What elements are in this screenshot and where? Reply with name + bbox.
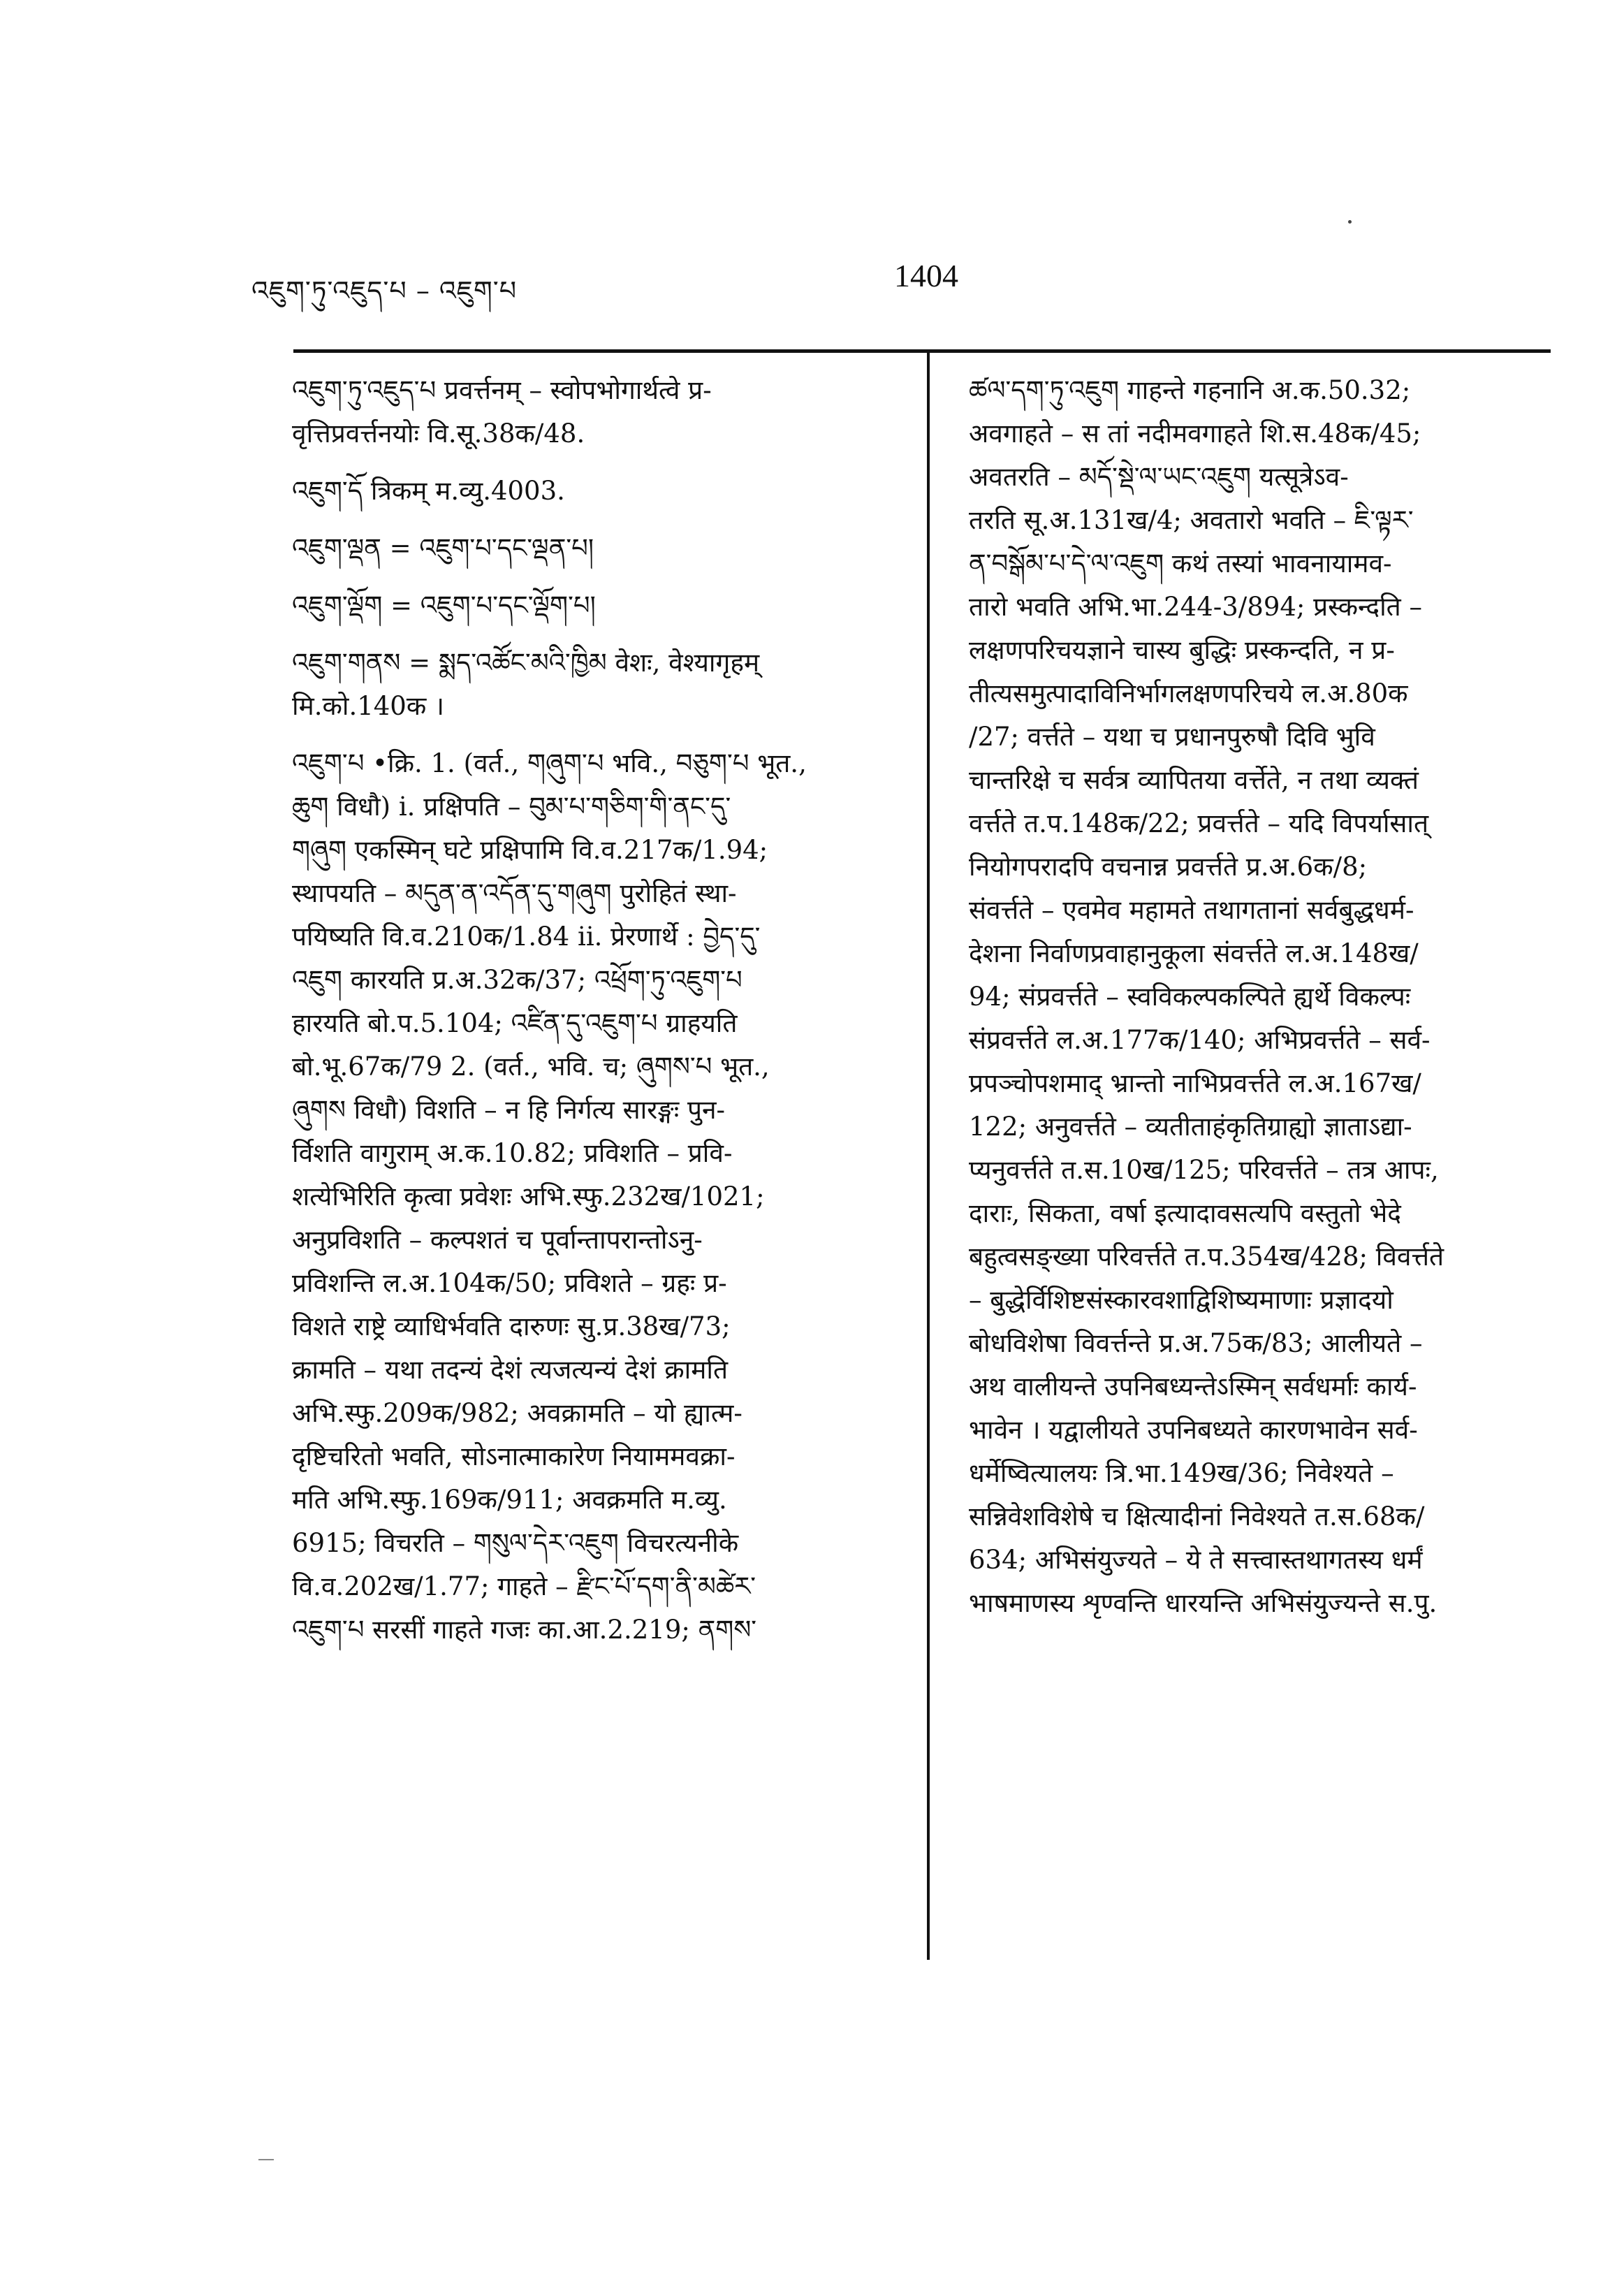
text-line: संवर्त्तते – एवमेव महामते तथागतानां सर्वबुद्धधर्म- [969,895,1414,925]
entry-gap [292,513,907,527]
text-line: འཇུག་དོ त्रिकम् म.व्यु.4003. [292,476,565,506]
text-line: ཚལ་དག་ཏུ་འཇུག गाहन्ते गहनानि अ.क.50.32; [969,375,1411,405]
text-line: प्रपञ्चोपशमाद् भ्रान्तो नाभिप्रवर्त्तते ल.अ.167ख/ [969,1068,1421,1098]
text-line: दृष्टिचरितो भवति, सोऽनात्माकारेण नियाममवक्रा- [292,1441,736,1471]
text-line: 94; संप्रवर्त्तते – स्वविकल्पकल्पिते ह्यर्थे विकल्पः [969,982,1411,1012]
text-line: 634; अभिसंयुज्यते – ये ते सत्त्वास्तथागतस्य धर्मं [969,1545,1423,1575]
text-line: प्रविशन्ति ल.अ.104क/50; प्रविशते – ग्रहः प्र- [292,1268,727,1298]
text-line: – बुद्धेर्विशिष्टसंस्कारवशाद्विशिष्यमाणाः प्रज्ञादयो [969,1285,1393,1315]
text-line: शत्येभिरिति कृत्वा प्रवेशः अभि.स्फु.232ख/1021; [292,1181,765,1212]
text-line: धर्मेष्वित्यालयः त्रि.भा.149ख/36; निवेश्यते – [969,1458,1394,1488]
text-line: वृत्तिप्रवर्त्तनयोः वि.सू.38क/48. [292,419,585,449]
text-line: तरति सू.अ.131ख/4; अवतारो भवति – ཇི་ལྟར་ [969,505,1414,535]
text-line: भाषमाणस्य शृण्वन्ति धारयन्ति अभिसंयुज्यन्ते स.पु. [969,1588,1438,1618]
text-line: वर्त्तते त.प.148क/22; प्रवर्त्तते – यदि विपर्यासात् [969,808,1429,838]
text-line: གཞུག एकस्मिन् घटे प्रक्षिपामि वि.व.217क/1.94; [292,835,768,865]
left-column [292,369,907,1652]
column-divider [927,353,930,1960]
text-line: मि.को.140क । [292,691,445,721]
text-line: ན་བསྒོམ་པ་དེ་ལ་འཇུག कथं तस्यां भावनायामव- [969,548,1392,579]
text-line: विशते राष्ट्रे व्याधिर्भवति दारुणः सु.प्र.38ख/73; [292,1311,731,1341]
margin-mark [258,2159,274,2160]
text-line: बो.भू.67क/79 2. (वर्त., भवि. च; ཞུགས་པ भूत., [292,1052,770,1082]
text-line: स्थापयति – མདུན་ན་འདོན་དུ་གཞུག पुरोहितं स्था- [292,878,737,908]
text-line: འཇུག་ཏུ་འཇུད་པ प्रवर्त्तनम् – स्वोपभोगार्थत्वे प्र- [292,375,712,405]
text-line: र्विशति वागुराम् अ.क.10.82; प्रविशति – प्रवि- [292,1138,733,1168]
text-line: वि.व.202ख/1.77; गाहते – རྫིང་པོ་དག་ནི་མཚེར་ [292,1571,756,1601]
text-line: /27; वर्त्तते – यथा च प्रधानपुरुषौ दिवि भुवि [969,722,1375,752]
text-line: सन्निवेशविशेषे च क्षित्यादीनां निवेश्यते त.स.68क/ [969,1501,1425,1532]
text-line: འཇུག कारयति प्र.अ.32क/37; འཕྲོག་ཏུ་འཇུག་པ [292,965,742,995]
text-line: नियोगपरादपि वचनान्न प्रवर्त्तते प्र.अ.6क/8; [969,852,1368,882]
text-line: 122; अनुवर्त्तते – व्यतीताहंकृतिग्राह्यो ज्ञाताऽद्या- [969,1112,1412,1142]
text-line: अवतरति – མདོ་སྡེ་ལ་ཡང་འཇུག यत्सूत्रेऽव- [969,462,1349,492]
stray-dot [1348,220,1352,224]
text-line: हारयति बो.प.5.104; འཛིན་དུ་འཇུག་པ ग्राहयति [292,1008,738,1038]
header-entry-range: འཇུག་ཏུ་འཇུད་པ – འཇུག་པ [251,275,518,306]
text-line: འཇུག་ལྡན = འཇུག་པ་དང་ལྡན་པ། [292,533,594,563]
text-line: 6915; विचरति – གསུལ་དེར་འཇུག विचरत्यनीके [292,1528,739,1558]
text-line: प्यनुवर्त्तते त.स.10ख/125; परिवर्त्तते – तत्र आपः, [969,1155,1439,1185]
text-line: ཆུག विधौ) i. प्रक्षिपति – བུམ་པ་གཅིག་གི་ནང་དུ་ [292,792,731,822]
text-line: अभि.स्फु.209क/982; अवक्रामति – यो ह्यात्म- [292,1398,742,1428]
text-line: अथ वालीयन्ते उपनिबध्यन्तेऽस्मिन् सर्वधर्माः कार्य- [969,1372,1417,1402]
text-line: देशना निर्वाणप्रवाहानुकूला संवर्त्तते ल.अ.148ख/ [969,938,1419,968]
text-line: तीत्यसमुत्पादाविनिर्भागलक्षणपरिचये ल.अ.80क [969,678,1408,708]
text-line: अनुप्रविशति – कल्पशतं च पूर्वान्तापरान्तोऽनु- [292,1225,703,1255]
text-line: འཇུག་གནས = སྨད་འཚོང་མའི་ཁྱིམ वेशः, वेश्यागृहम् [292,648,760,678]
text-line: दाराः, सिकता, वर्षा इत्यादावसत्यपि वस्तुतो भेदे [969,1198,1401,1228]
text-line: འཇུག་པ •क्रि. 1. (वर्त., གཞུག་པ भवि., བཅུག་པ भूत., [292,748,807,778]
text-line: लक्षणपरिचयज्ञाने चास्य बुद्धिः प्रस्कन्दति, न प्र- [969,635,1395,665]
entry-gap [292,627,907,641]
right-column [969,369,1570,1625]
text-line: चान्तरिक्षे च सर्वत्र व्यापितया वर्त्तेते, न तथा व्यक्तं [969,765,1419,795]
text-line: बोधविशेषा विवर्त्तन्ते प्र.अ.75क/83; आलीयते – [969,1328,1423,1358]
text-line: क्रामति – यथा तदन्यं देशं त्यजत्यन्यं देशं क्रामति [292,1355,729,1385]
page-number: 1404 [894,258,958,293]
text-line: ཞུགས विधौ) विशति – न हि निर्गत्य सारङ्गः पुन- [292,1095,726,1125]
page-header [251,257,1551,306]
text-line: पयिष्यति वि.व.210क/1.84 ii. प्रेरणार्थे : བྱེད་དུ་ [292,922,761,952]
entry-gap [292,728,907,742]
header-rule [293,349,1551,353]
entry-gap [292,456,907,470]
entry-gap [292,570,907,584]
text-line: འཇུག་ལྡོག = འཇུག་པ་དང་ལྡོག་པ། [292,590,596,620]
text-line: अवगाहते – स तां नदीमवगाहते शि.स.48क/45; [969,419,1421,449]
text-line: बहुत्वसङ्ख्या परिवर्त्तते त.प.354ख/428; विवर्त्तते [969,1242,1444,1272]
text-line: तारो भवति अभि.भा.244-3/894; प्रस्कन्दति – [969,592,1422,622]
text-line: भावेन । यद्वालीयते उपनिबध्यते कारणभावेन सर्व- [969,1415,1418,1445]
text-line: འཇུག་པ सरसीं गाहते गजः का.आ.2.219; ནགས་ [292,1615,757,1645]
text-line: संप्रवर्त्तते ल.अ.177क/140; अभिप्रवर्त्तते – सर्व- [969,1025,1431,1055]
text-line: मति अभि.स्फु.169क/911; अवक्रमति म.व्यु. [292,1485,727,1515]
